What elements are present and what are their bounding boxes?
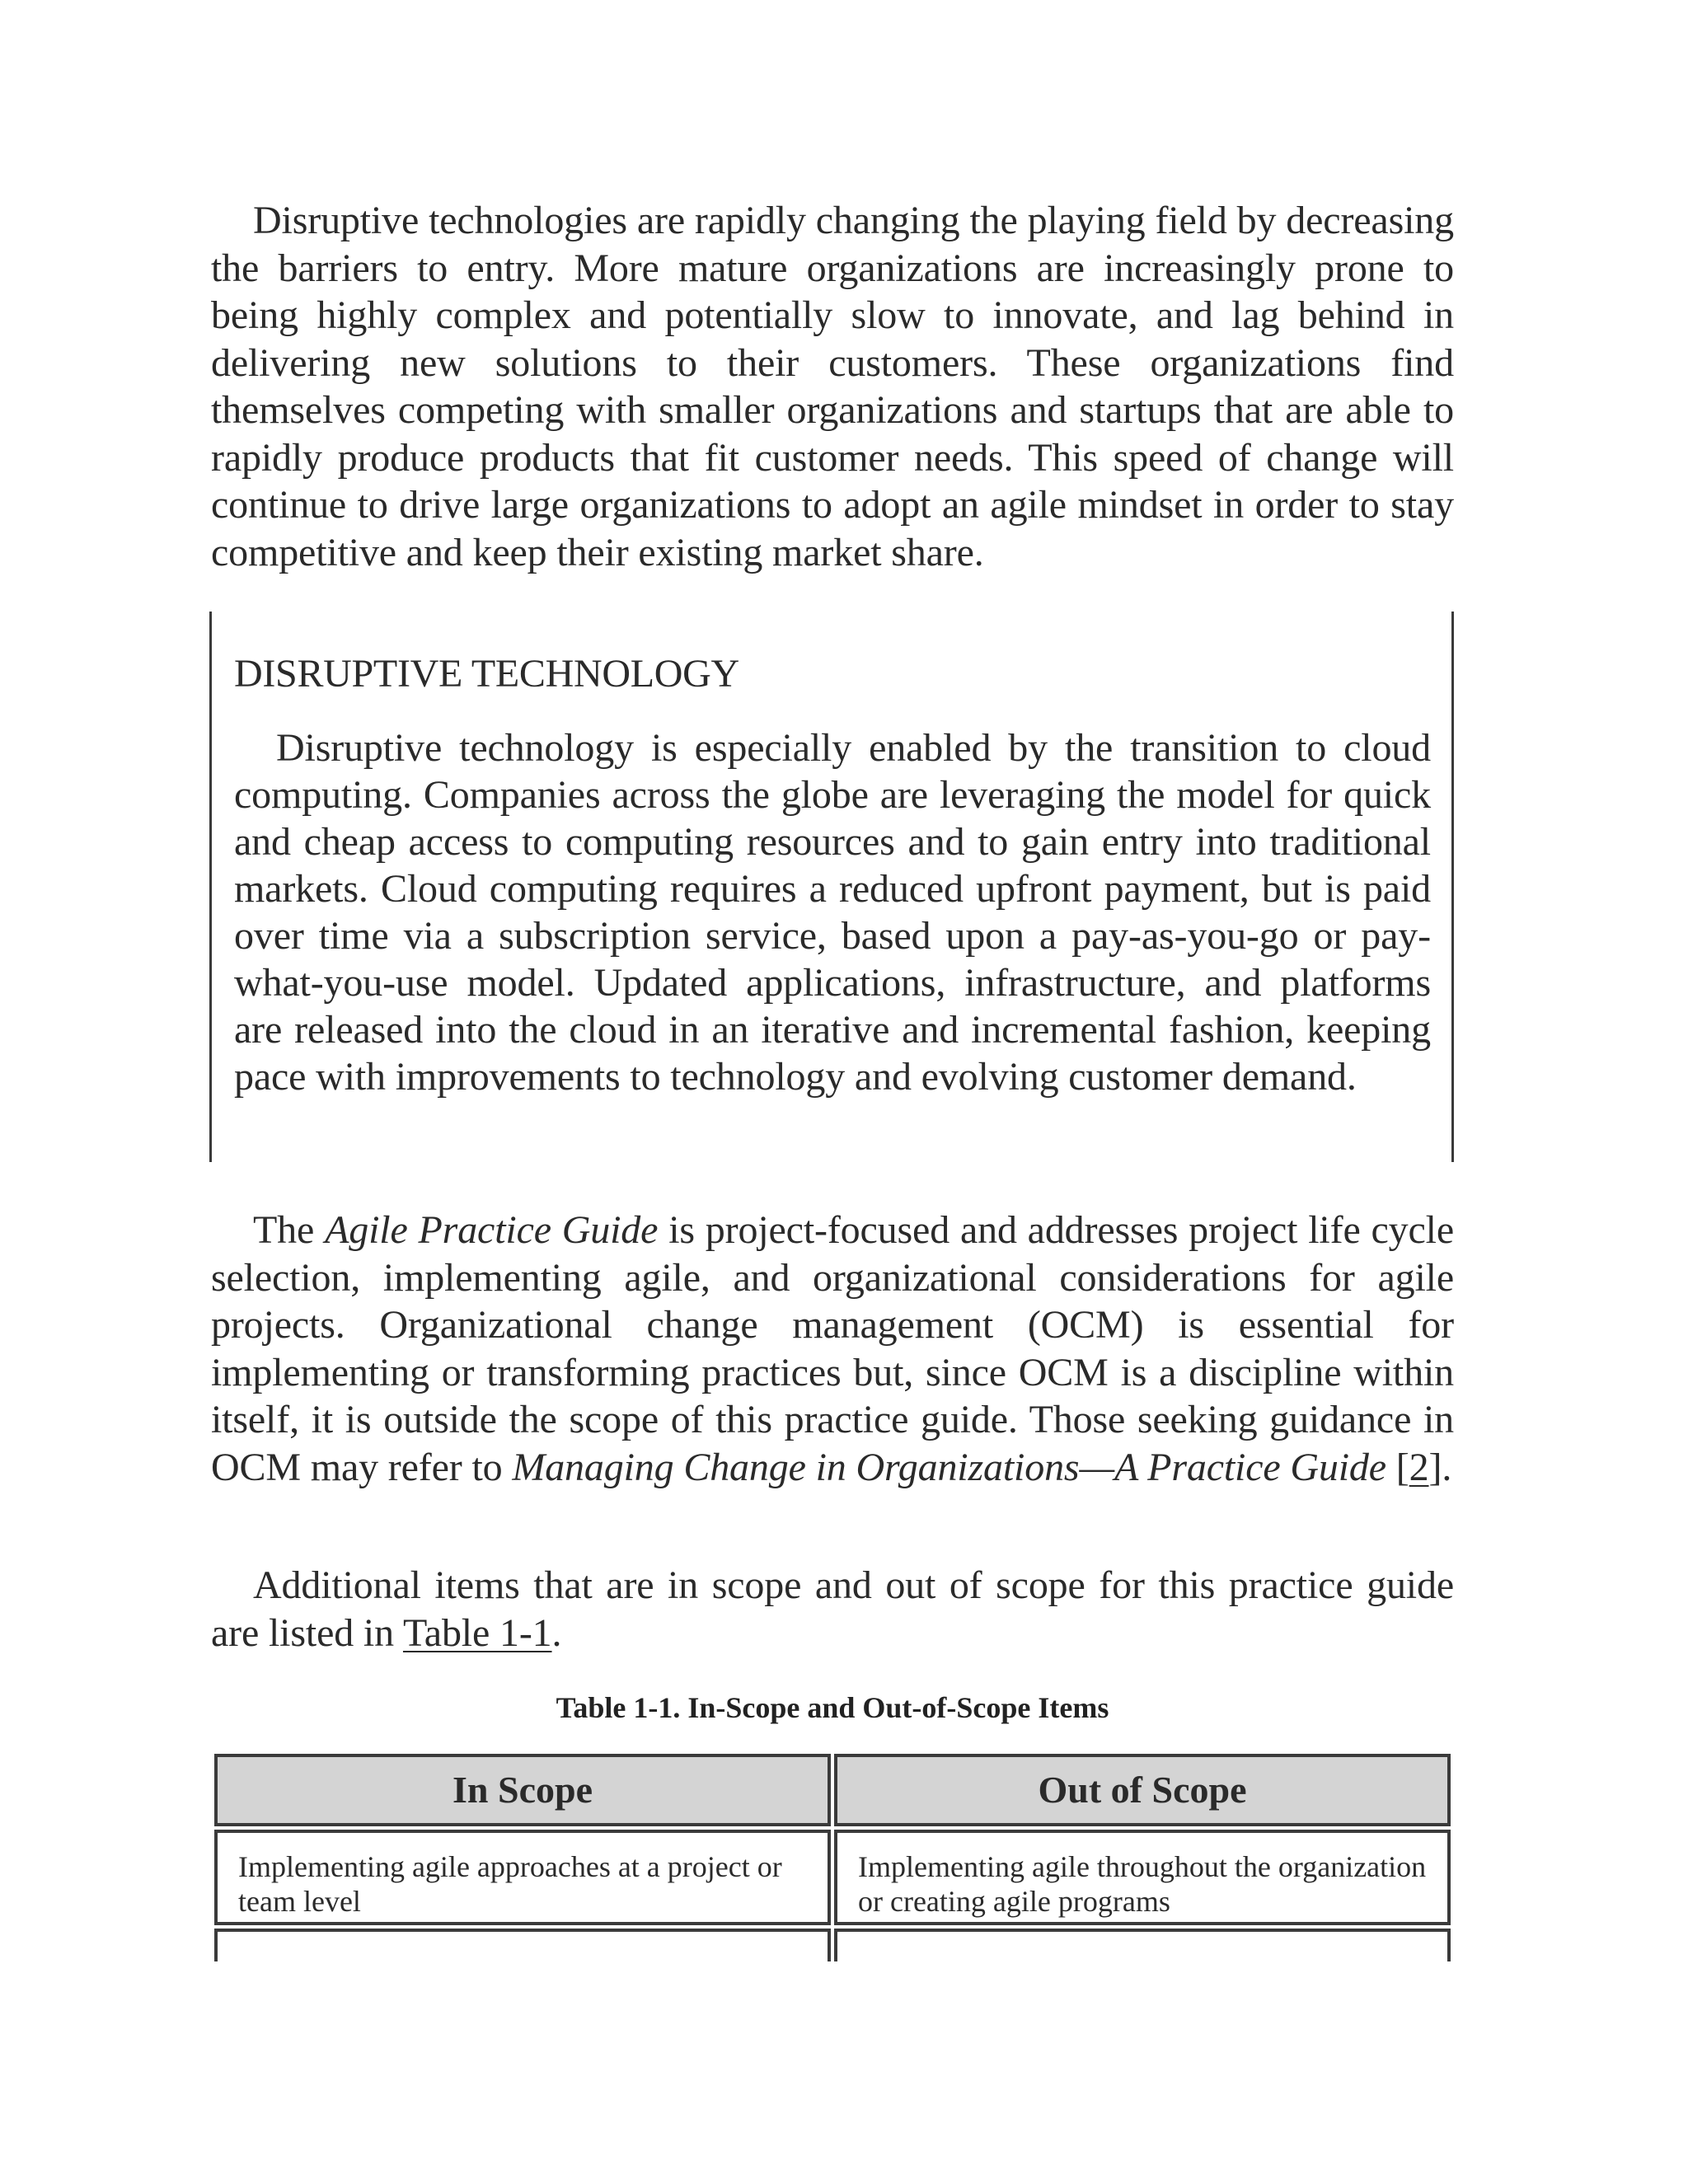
paragraph-additional-items: [211, 1562, 1454, 1657]
book-title-agile-practice-guide: Agile Practice Guide: [325, 1208, 659, 1252]
table-header-in-scope: [214, 1754, 831, 1826]
table-cell-in-scope: [214, 1830, 831, 1925]
paragraph-disruptive-technologies: Disruptive technologies are rapidly changing the playing field by decreasing the barriers to entry. More mature organizations are increasingly prone to being highly complex and potentially slow to innovate, and lag behind in delivering new solutions to their customers. These organizations find themselves competing with smaller organizations and startups that are able to rapidly produce products that fit customer needs. This speed of change will continue to drive large organizations to adopt an agile mindset in order to stay competitive and keep their existing market share.: [211, 199, 1454, 574]
book-title-managing-change: Managing Change in Organizations—A Practice Guide: [512, 1445, 1386, 1489]
sidebar-box-disruptive-technology: [209, 612, 1454, 1162]
text-run: The: [253, 1208, 326, 1252]
table-header-out-of-scope: [834, 1754, 1451, 1826]
reference-link-2[interactable]: 2: [1409, 1445, 1429, 1489]
text-run: Additional items that are in scope and out of scope for this practice guide are listed in: [211, 1563, 1454, 1655]
table-cell-out-of-scope: [834, 1830, 1451, 1925]
table-caption: Table 1-1. In-Scope and Out-of-Scope Items: [556, 1691, 1109, 1724]
paragraph-agile-practice-guide: [211, 1207, 1454, 1491]
table-cell-continued: [214, 1929, 831, 1961]
header-label: Out of Scope: [1038, 1769, 1247, 1811]
cell-text: Implementing agile throughout the organization or creating agile programs: [858, 1850, 1427, 1918]
text-run: ].: [1428, 1445, 1452, 1489]
table-1-1-link[interactable]: Table 1-1: [402, 1610, 552, 1655]
text-run: is project-focused and addresses project life cycle selection, implementing agile, and organizational considerations for agile projects. Organizational change management (OCM) is essential for implementing or transforming practices but, since OCM is a discipline within itself, it is outside the scope of this practice guide. Those seeking guidance in OCM may refer to: [211, 1208, 1454, 1489]
table-cell-continued: [834, 1929, 1451, 1961]
cell-text: Implementing agile approaches at a project or team level: [238, 1850, 782, 1918]
text-run: [: [1386, 1445, 1409, 1489]
sidebar-title: DISRUPTIVE TECHNOLOGY: [234, 652, 739, 696]
text-run: .: [551, 1610, 562, 1655]
header-label: In Scope: [452, 1769, 593, 1811]
sidebar-body: Disruptive technology is especially enabled by the transition to cloud computing. Companies across the globe are leveraging the model for quick and cheap access to computing resources and to gain entry into traditional markets. Cloud computing requires a reduced upfront payment, but is paid over time via a subscription service, based upon a pay-as-you-go or pay-what-you-use model. Updated applications, infrastructure, and platforms are released into the cloud in an iterative and incremental fashion, keeping pace with improvements to technology and evolving customer demand.: [234, 726, 1431, 1099]
